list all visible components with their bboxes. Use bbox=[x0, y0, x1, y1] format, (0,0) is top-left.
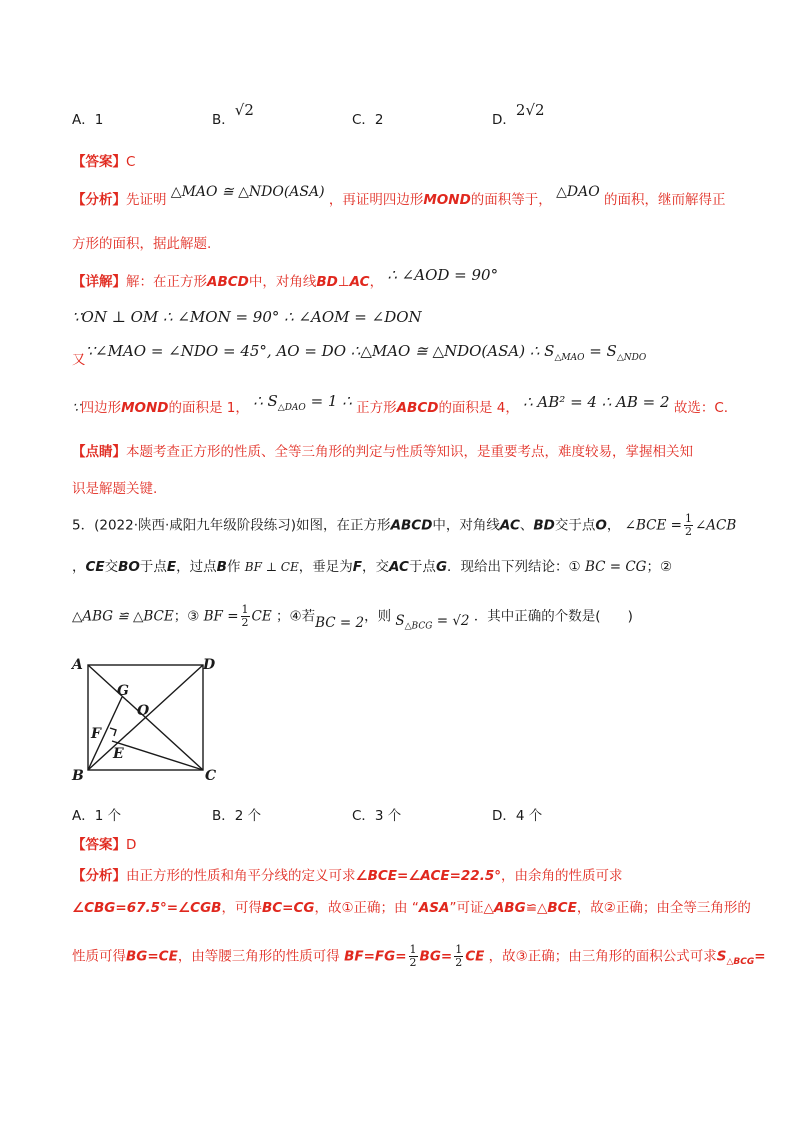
option-c: C．2 bbox=[352, 112, 384, 128]
analysis-q5-line2: ∠CBG=67.5°=∠CGB，可得BC=CG，故①正确；由 “ASA”可证△ABG≌△BCE，故②正确；由全等三角形的 bbox=[72, 900, 751, 916]
q5-option-b: B．2 个 bbox=[212, 808, 262, 824]
question5-line2: ，CE交BO于点E，过点B作 BF ⊥ CE，垂足为F，交AC于点G．现给出下列结论：① BC = CG；② bbox=[72, 559, 673, 575]
square-diagram bbox=[70, 655, 220, 785]
label-e: E bbox=[113, 746, 124, 762]
option-d: D．2√2 bbox=[492, 101, 545, 128]
q5-option-c: C．3 个 bbox=[352, 808, 402, 824]
detail-q4-line4: ∵四边形MOND的面积是 1， ∴ $S_{\triangle DAO} = 1$ ∴ 正方形ABCD的面积是 4， ∴ AB² = 4 ∴ AB = 2 故选：C. bbox=[72, 392, 729, 416]
analysis-q4-line2: 方形的面积，据此解题. bbox=[72, 236, 212, 252]
label-o: O bbox=[137, 703, 150, 719]
question5-line1: 5．(2022·陕西·咸阳九年级阶段练习)如图，在正方形ABCD中，对角线AC、BD交于点O， ∠BCE = $\frac{1}{2}$ ∠ACB bbox=[72, 512, 737, 538]
answer-q5: 【答案】D bbox=[72, 837, 137, 853]
label-d: D bbox=[203, 657, 216, 673]
label-b: B bbox=[72, 768, 84, 784]
answer-q4: 【答案】C bbox=[72, 154, 136, 170]
analysis-q5-line3: 性质可得BG=CE，由等腰三角形的性质可得 BF=FG= $\frac{1}{2}$ BG= $\frac{1}{2}$ CE ，故③正确；由三角形的面积公式可求$S_{\triangle BCG}=$ bbox=[72, 943, 766, 969]
q5-option-d: D．4 个 bbox=[492, 808, 543, 824]
label-g: G bbox=[117, 683, 129, 699]
comment-q4-line2: 识是解题关键. bbox=[72, 481, 158, 497]
label-f: F bbox=[91, 726, 101, 742]
right-angle-mark bbox=[110, 728, 116, 736]
label-c: C bbox=[205, 768, 217, 784]
label-a: A bbox=[72, 657, 83, 673]
question5-line3: △ABG ≌ △BCE；③ BF = $\frac{1}{2}$ CE ；④若BC = 2，则 $S_{\triangle BCG} = √2$ ．其中正确的个数是( ) bbox=[72, 603, 633, 632]
q5-option-a: A．1 个 bbox=[72, 808, 122, 824]
segment-ce bbox=[112, 741, 203, 770]
comment-q4-line1: 【点睛】本题考查正方形的性质、全等三角形的判定与性质等知识，是重要考点，难度较易，掌握相关知 bbox=[72, 444, 693, 460]
analysis-q4-line1: 【分析】先证明 △MAO ≅ △NDO(ASA) ，再证明四边形MOND的面积等于， △DAO 的面积，继而解得正 bbox=[72, 184, 726, 208]
detail-q4-line1: 【详解】解：在正方形ABCD中，对角线BD⊥AC， ∴ ∠AOD = 90° bbox=[72, 266, 499, 290]
option-a: A．1 bbox=[72, 112, 104, 128]
detail-q4-line3: 又∵∠MAO = ∠NDO = 45°, AO = DO ∴△MAO ≅ △NDO(ASA) ∴ $S_{\triangle MAO} = S_{\triangle NDO}$ bbox=[72, 342, 647, 368]
detail-q4-line2: ∵ON ⊥ OM ∴ ∠MON = 90° ∴ ∠AOM = ∠DON bbox=[72, 308, 422, 326]
analysis-q5-line1: 【分析】由正方形的性质和角平分线的定义可求∠BCE=∠ACE=22.5°，由余角的性质可求 bbox=[72, 868, 623, 884]
option-b: B．√2 bbox=[212, 101, 254, 128]
fraction-half: $\frac{1}{2}$ bbox=[684, 512, 692, 538]
